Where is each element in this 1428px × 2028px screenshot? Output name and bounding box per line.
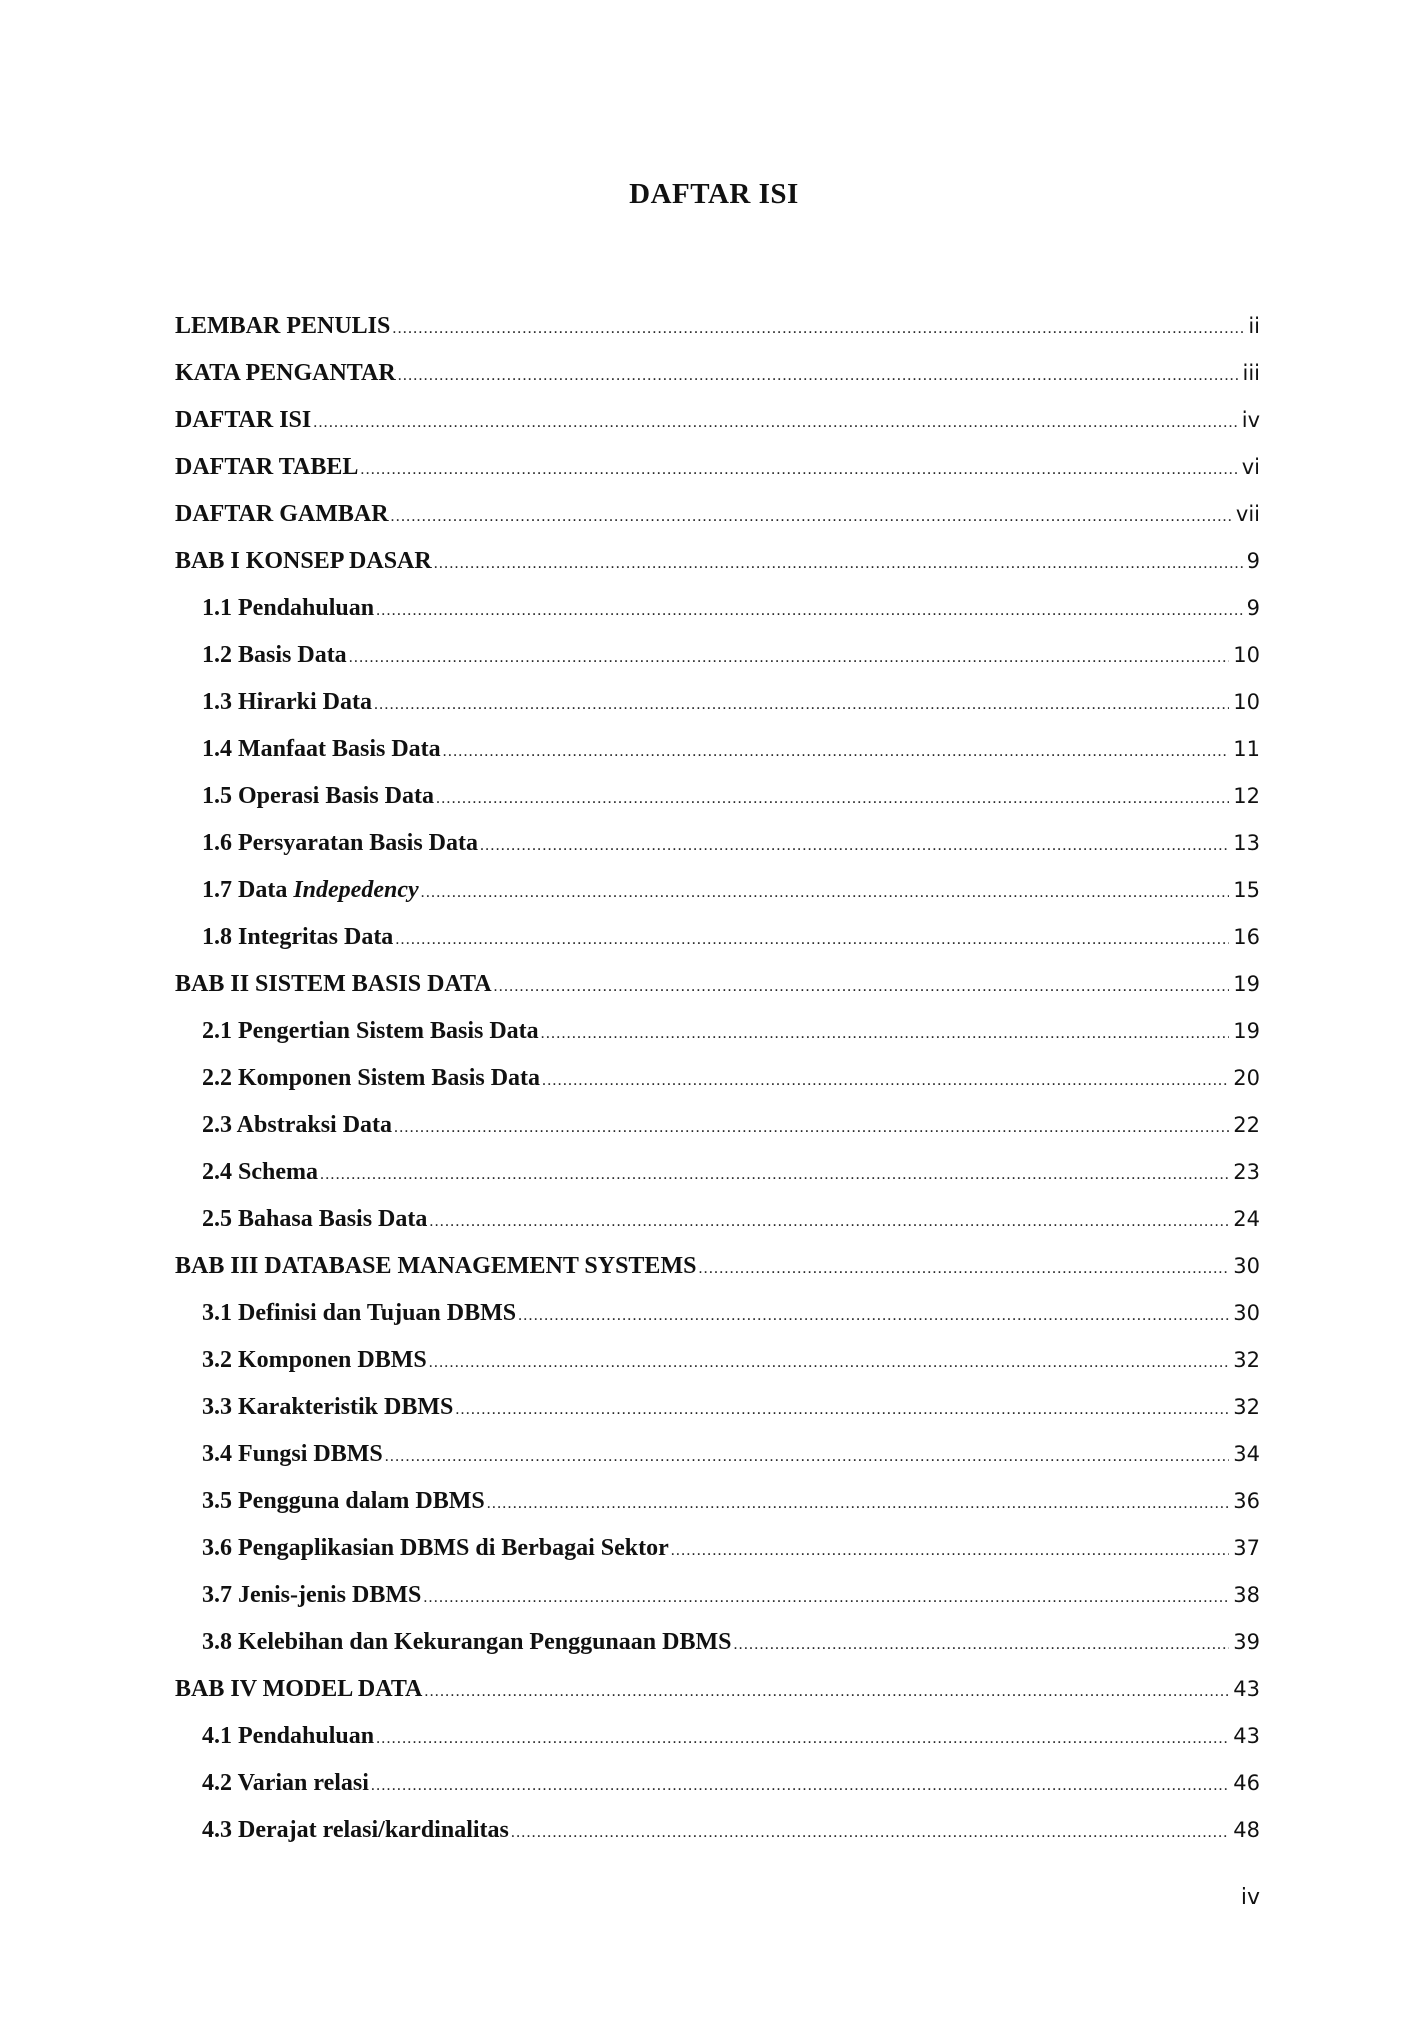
dot-leader	[542, 1057, 1229, 1102]
toc-subentry	[175, 1008, 1260, 1055]
dot-leader	[698, 1245, 1229, 1290]
toc-entry-page: 20	[1233, 1066, 1260, 1090]
toc-entry-label	[202, 1431, 383, 1478]
dot-leader	[733, 1621, 1229, 1666]
dot-leader	[511, 1809, 1229, 1854]
toc-entry-label-text: 1.7 Data	[202, 877, 294, 903]
dot-leader	[376, 587, 1243, 632]
toc-subentry	[175, 1478, 1260, 1525]
dot-leader	[371, 1762, 1229, 1807]
toc-entry-label	[202, 1478, 485, 1525]
toc-entry-page: 38	[1233, 1583, 1260, 1607]
toc-entry-page: 9	[1246, 596, 1260, 620]
toc-subentry	[175, 632, 1260, 679]
toc-subentry	[175, 1055, 1260, 1102]
toc-entry-page: 43	[1233, 1724, 1260, 1748]
toc-entry-label-text: 3.3 Karakteristik DBMS	[202, 1394, 454, 1420]
toc-entry-label	[202, 1149, 318, 1196]
toc-entry-page: 48	[1233, 1818, 1260, 1842]
dot-leader	[374, 681, 1229, 726]
toc-entry-label	[202, 1055, 540, 1102]
toc-entry	[175, 538, 1260, 585]
toc-entry-label-text: KATA PENGANTAR	[175, 360, 396, 386]
dot-leader	[395, 916, 1229, 961]
dot-leader	[391, 493, 1232, 538]
toc-entry-label-text: 3.4 Fungsi DBMS	[202, 1441, 383, 1467]
dot-leader	[455, 1386, 1229, 1431]
toc-entry-page: 16	[1233, 925, 1260, 949]
dot-leader	[320, 1151, 1229, 1196]
toc-entry-label	[202, 585, 374, 632]
dot-leader	[541, 1010, 1230, 1055]
dot-leader	[394, 1104, 1229, 1149]
toc-entry-page: 37	[1233, 1536, 1260, 1560]
toc-entry-label	[175, 538, 432, 585]
toc-entry-label	[175, 491, 389, 538]
toc-subentry	[175, 867, 1260, 914]
toc-subentry	[175, 914, 1260, 961]
dot-leader	[436, 775, 1229, 820]
toc-subentry	[175, 1337, 1260, 1384]
dot-leader	[424, 1668, 1229, 1713]
toc-entry-label-text: 3.5 Pengguna dalam DBMS	[202, 1488, 485, 1514]
toc-entry-label-text: DAFTAR ISI	[175, 407, 312, 433]
toc-entry-label	[202, 1525, 669, 1572]
toc-entry	[175, 444, 1260, 491]
dot-leader	[434, 540, 1243, 585]
toc-subentry	[175, 1290, 1260, 1337]
toc-entry-label	[175, 1666, 422, 1713]
dot-leader	[392, 305, 1244, 350]
dot-leader	[313, 399, 1237, 444]
toc-entry-label	[175, 1243, 696, 1290]
toc-entry-label	[202, 679, 372, 726]
toc-subentry	[175, 773, 1260, 820]
toc-entry-label-text: 4.1 Pendahuluan	[202, 1723, 375, 1749]
toc-entry-page: 10	[1233, 690, 1260, 714]
toc-entry-label-text: DAFTAR GAMBAR	[175, 501, 389, 527]
toc-entry-label	[202, 914, 393, 961]
toc-entry-page: 24	[1233, 1207, 1260, 1231]
dot-leader	[443, 728, 1230, 773]
toc-entry-label	[202, 1337, 427, 1384]
toc-subentry	[175, 1196, 1260, 1243]
toc-entry-page: 11	[1233, 737, 1260, 761]
toc-entry-label-text: 4.3 Derajat relasi/kardinalitas	[202, 1817, 509, 1843]
page-number: iv	[1240, 1885, 1260, 1910]
toc-entry-page: 19	[1233, 972, 1260, 996]
dot-leader	[421, 869, 1230, 914]
toc-entry-label-text: 2.4 Schema	[202, 1159, 318, 1185]
toc-entry-label	[202, 1008, 539, 1055]
toc-entry-label	[202, 1384, 453, 1431]
toc-subentry	[175, 1807, 1260, 1854]
toc-entry-label	[175, 961, 492, 1008]
toc-subentry	[175, 1384, 1260, 1431]
toc-entry-page: 32	[1233, 1348, 1260, 1372]
toc-entry-label	[175, 397, 311, 444]
toc-entry-label	[202, 1572, 421, 1619]
toc-entry-page: 46	[1233, 1771, 1260, 1795]
page-title: DAFTAR ISI	[629, 178, 799, 210]
dot-leader	[671, 1527, 1230, 1572]
toc-subentry	[175, 679, 1260, 726]
toc-entry-page: 23	[1233, 1160, 1260, 1184]
toc-entry-label-text: 1.5 Operasi Basis Data	[202, 783, 435, 809]
dot-leader	[494, 963, 1230, 1008]
table-of-contents	[175, 303, 1260, 1854]
toc-entry-label-text: BAB I KONSEP DASAR	[175, 548, 432, 574]
toc-entry-label	[202, 773, 434, 820]
dot-leader	[385, 1433, 1230, 1478]
toc-entry-label-text: 2.3 Abstraksi Data	[202, 1112, 393, 1138]
toc-entry-label-text: 4.2 Varian relasi	[202, 1770, 369, 1796]
toc-entry-label-text: 2.2 Komponen Sistem Basis Data	[202, 1065, 541, 1091]
toc-entry-page: iii	[1242, 361, 1260, 385]
toc-entry-label-text: DAFTAR TABEL	[175, 454, 359, 480]
toc-subentry	[175, 1713, 1260, 1760]
toc-entry-label	[202, 1807, 509, 1854]
toc-entry	[175, 961, 1260, 1008]
toc-subentry	[175, 585, 1260, 632]
toc-entry-label	[202, 820, 478, 867]
toc-entry-label-text: 1.3 Hirarki Data	[202, 689, 372, 715]
toc-entry-label	[202, 1760, 369, 1807]
toc-entry-label-text: 2.5 Bahasa Basis Data	[202, 1206, 428, 1232]
toc-entry	[175, 397, 1260, 444]
toc-entry	[175, 350, 1260, 397]
toc-subentry	[175, 1619, 1260, 1666]
dot-leader	[487, 1480, 1230, 1525]
dot-leader	[398, 352, 1239, 397]
toc-subentry	[175, 1149, 1260, 1196]
toc-subentry	[175, 1525, 1260, 1572]
toc-entry-label	[202, 1619, 731, 1666]
toc-entry	[175, 1243, 1260, 1290]
toc-entry-page: 10	[1233, 643, 1260, 667]
toc-entry	[175, 303, 1260, 350]
toc-entry-label-text: BAB IV MODEL DATA	[175, 1676, 423, 1702]
dot-leader	[423, 1574, 1229, 1619]
dot-leader	[376, 1715, 1229, 1760]
toc-entry-page: 36	[1233, 1489, 1260, 1513]
toc-subentry	[175, 1760, 1260, 1807]
toc-entry-label	[175, 303, 390, 350]
toc-entry-label-text: LEMBAR PENULIS	[175, 313, 391, 339]
toc-entry-label-text: 3.8 Kelebihan dan Kekurangan Penggunaan DBMS	[202, 1629, 732, 1655]
dot-leader	[518, 1292, 1229, 1337]
toc-entry-page: 34	[1233, 1442, 1260, 1466]
toc-subentry	[175, 1102, 1260, 1149]
toc-entry-label	[175, 350, 396, 397]
toc-entry-page: 22	[1233, 1113, 1260, 1137]
toc-entry-label-text: 1.8 Integritas Data	[202, 924, 394, 950]
toc-entry-page: 19	[1233, 1019, 1260, 1043]
toc-entry-label	[202, 867, 419, 914]
toc-entry-label	[202, 1196, 427, 1243]
toc-entry-page: 39	[1233, 1630, 1260, 1654]
dot-leader	[349, 634, 1230, 679]
toc-subentry	[175, 726, 1260, 773]
toc-entry-page: vi	[1241, 455, 1260, 479]
dot-leader	[360, 446, 1237, 491]
toc-entry	[175, 1666, 1260, 1713]
toc-subentry	[175, 1572, 1260, 1619]
toc-entry-label-text: BAB III DATABASE MANAGEMENT SYSTEMS	[175, 1253, 697, 1279]
toc-entry-page: 43	[1233, 1677, 1260, 1701]
toc-entry-label-text: 3.7 Jenis-jenis DBMS	[202, 1582, 422, 1608]
dot-leader	[429, 1198, 1229, 1243]
toc-entry-page: 30	[1233, 1254, 1260, 1278]
toc-entry-page: ii	[1248, 314, 1260, 338]
toc-entry-label	[202, 726, 441, 773]
toc-entry-page: iv	[1241, 408, 1260, 432]
toc-entry-label-text: 2.1 Pengertian Sistem Basis Data	[202, 1018, 539, 1044]
dot-leader	[429, 1339, 1230, 1384]
toc-entry-label	[175, 444, 358, 491]
toc-entry-label-text: 3.6 Pengaplikasian DBMS di Berbagai Sektor	[202, 1535, 669, 1561]
toc-entry-label-text: 3.1 Definisi dan Tujuan DBMS	[202, 1300, 517, 1326]
toc-entry-label	[202, 1713, 374, 1760]
toc-entry-page: 13	[1233, 831, 1260, 855]
toc-entry-label-text: 1.6 Persyaratan Basis Data	[202, 830, 478, 856]
toc-entry-page: 30	[1233, 1301, 1260, 1325]
toc-entry-label-text: 1.4 Manfaat Basis Data	[202, 736, 441, 762]
toc-entry-page: 32	[1233, 1395, 1260, 1419]
toc-entry-label	[202, 1290, 516, 1337]
toc-entry	[175, 491, 1260, 538]
toc-entry-page: 9	[1246, 549, 1260, 573]
toc-entry-label	[202, 1102, 392, 1149]
toc-subentry	[175, 1431, 1260, 1478]
toc-entry-label-text: 1.1 Pendahuluan	[202, 595, 375, 621]
toc-entry-label-italic: Indepedency	[293, 877, 419, 903]
dot-leader	[480, 822, 1229, 867]
toc-entry-label-text: 1.2 Basis Data	[202, 642, 347, 668]
toc-entry-page: vii	[1235, 502, 1260, 526]
toc-entry-page: 15	[1233, 878, 1260, 902]
toc-entry-label-text: BAB II SISTEM BASIS DATA	[175, 971, 492, 997]
toc-entry-label-text: 3.2 Komponen DBMS	[202, 1347, 427, 1373]
toc-entry-page: 12	[1233, 784, 1260, 808]
toc-subentry	[175, 820, 1260, 867]
toc-entry-label	[202, 632, 347, 679]
